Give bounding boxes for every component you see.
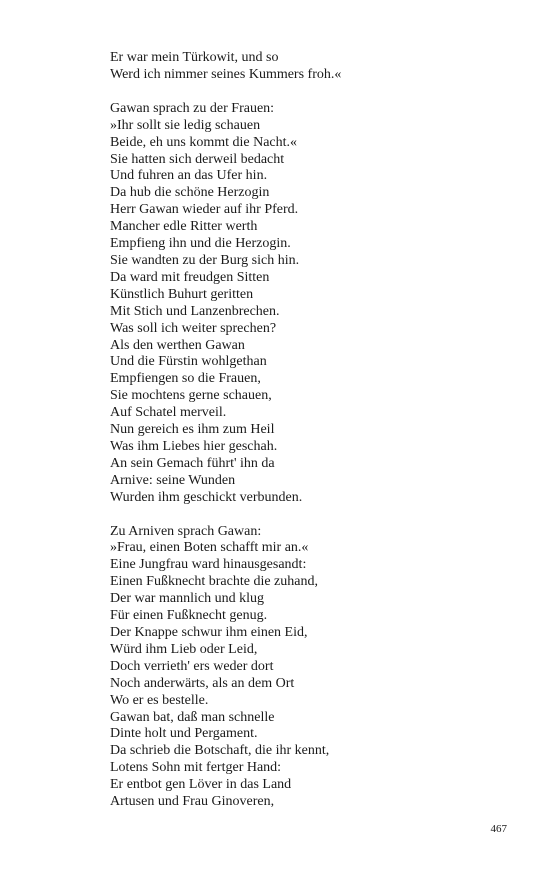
verse-line: Er war mein Türkowit, und so — [110, 50, 279, 65]
stanza — [110, 50, 530, 84]
verse-line: Einen Fußknecht brachte die zuhand, — [110, 574, 318, 590]
verse-line: Künstlich Buhurt geritten — [110, 286, 254, 302]
verse-line: Als den werthen Gawan — [110, 337, 245, 353]
verse-line: Mit Stich und Lanzenbrechen. — [110, 303, 280, 319]
verse-line: Herr Gawan wieder auf ihr Pferd. — [110, 202, 299, 218]
verse-line: Lotens Sohn mit fertger Hand: — [110, 760, 282, 776]
verse-line: Da hub die schöne Herzogin — [110, 185, 270, 201]
verse-line: Empfiengen so die Frauen, — [110, 371, 261, 387]
verse-line: Für einen Fußknecht genug. — [110, 608, 268, 624]
verse-line: Sie wandten zu der Burg sich hin. — [110, 252, 300, 268]
verse-line: Gawan bat, daß man schnelle — [110, 709, 275, 725]
verse-line: Mancher edle Ritter werth — [110, 219, 258, 235]
stanza — [110, 101, 530, 507]
verse-line: Was ihm Liebes hier geschah. — [110, 438, 278, 454]
verse-line: »Ihr sollt sie ledig schauen — [110, 117, 261, 133]
verse-line: Der war mannlich und klug — [110, 591, 264, 607]
verse-line: Doch verrieth' ers weder dort — [110, 658, 274, 674]
verse-line: An sein Gemach führt' ihn da — [110, 455, 275, 471]
verse-line: Der Knappe schwur ihm einen Eid, — [110, 625, 308, 640]
verse-line: Werd ich nimmer seines Kummers froh.« — [110, 66, 342, 82]
stanza — [110, 524, 530, 811]
verse-line: Zu Arniven sprach Gawan: — [110, 523, 262, 539]
verse-line: Gawan sprach zu der Frauen: — [110, 100, 275, 116]
verse-line: Noch anderwärts, als an dem Ort — [110, 675, 295, 691]
verse-line: Wurden ihm geschickt verbunden. — [110, 489, 303, 505]
verse-line: Sie hatten sich derweil bedacht — [110, 151, 285, 167]
verse-line: Und die Fürstin wohlgethan — [110, 354, 267, 370]
verse-line: Artusen und Frau Ginoveren, — [110, 794, 275, 810]
verse-line: »Frau, einen Boten schafft mir an.« — [110, 540, 309, 556]
verse-line: Wo er es bestelle. — [110, 692, 209, 708]
page-number: 467 — [490, 823, 507, 835]
verse-line: Beide, eh uns kommt die Nacht.« — [110, 134, 298, 150]
verse-line: Und fuhren an das Ufer hin. — [110, 168, 268, 184]
verse-text — [110, 50, 530, 828]
verse-line: Was soll ich weiter sprechen? — [110, 320, 277, 336]
verse-line: Auf Schatel merveil. — [110, 405, 227, 421]
verse-line: Empfieng ihn und die Herzogin. — [110, 236, 291, 252]
verse-line: Sie mochtens gerne schauen, — [110, 388, 272, 404]
verse-line: Da schrieb die Botschaft, die ihr kennt, — [110, 743, 330, 759]
verse-line: Dinte holt und Pergament. — [110, 726, 258, 742]
verse-line: Eine Jungfrau ward hinausgesandt: — [110, 557, 307, 573]
verse-line: Würd ihm Lieb oder Leid, — [110, 641, 258, 657]
verse-line: Er entbot gen Löver in das Land — [110, 777, 292, 793]
verse-line: Nun gereich es ihm zum Heil — [110, 422, 275, 438]
verse-line: Arnive: seine Wunden — [110, 472, 236, 488]
verse-line: Da ward mit freudgen Sitten — [110, 269, 270, 285]
